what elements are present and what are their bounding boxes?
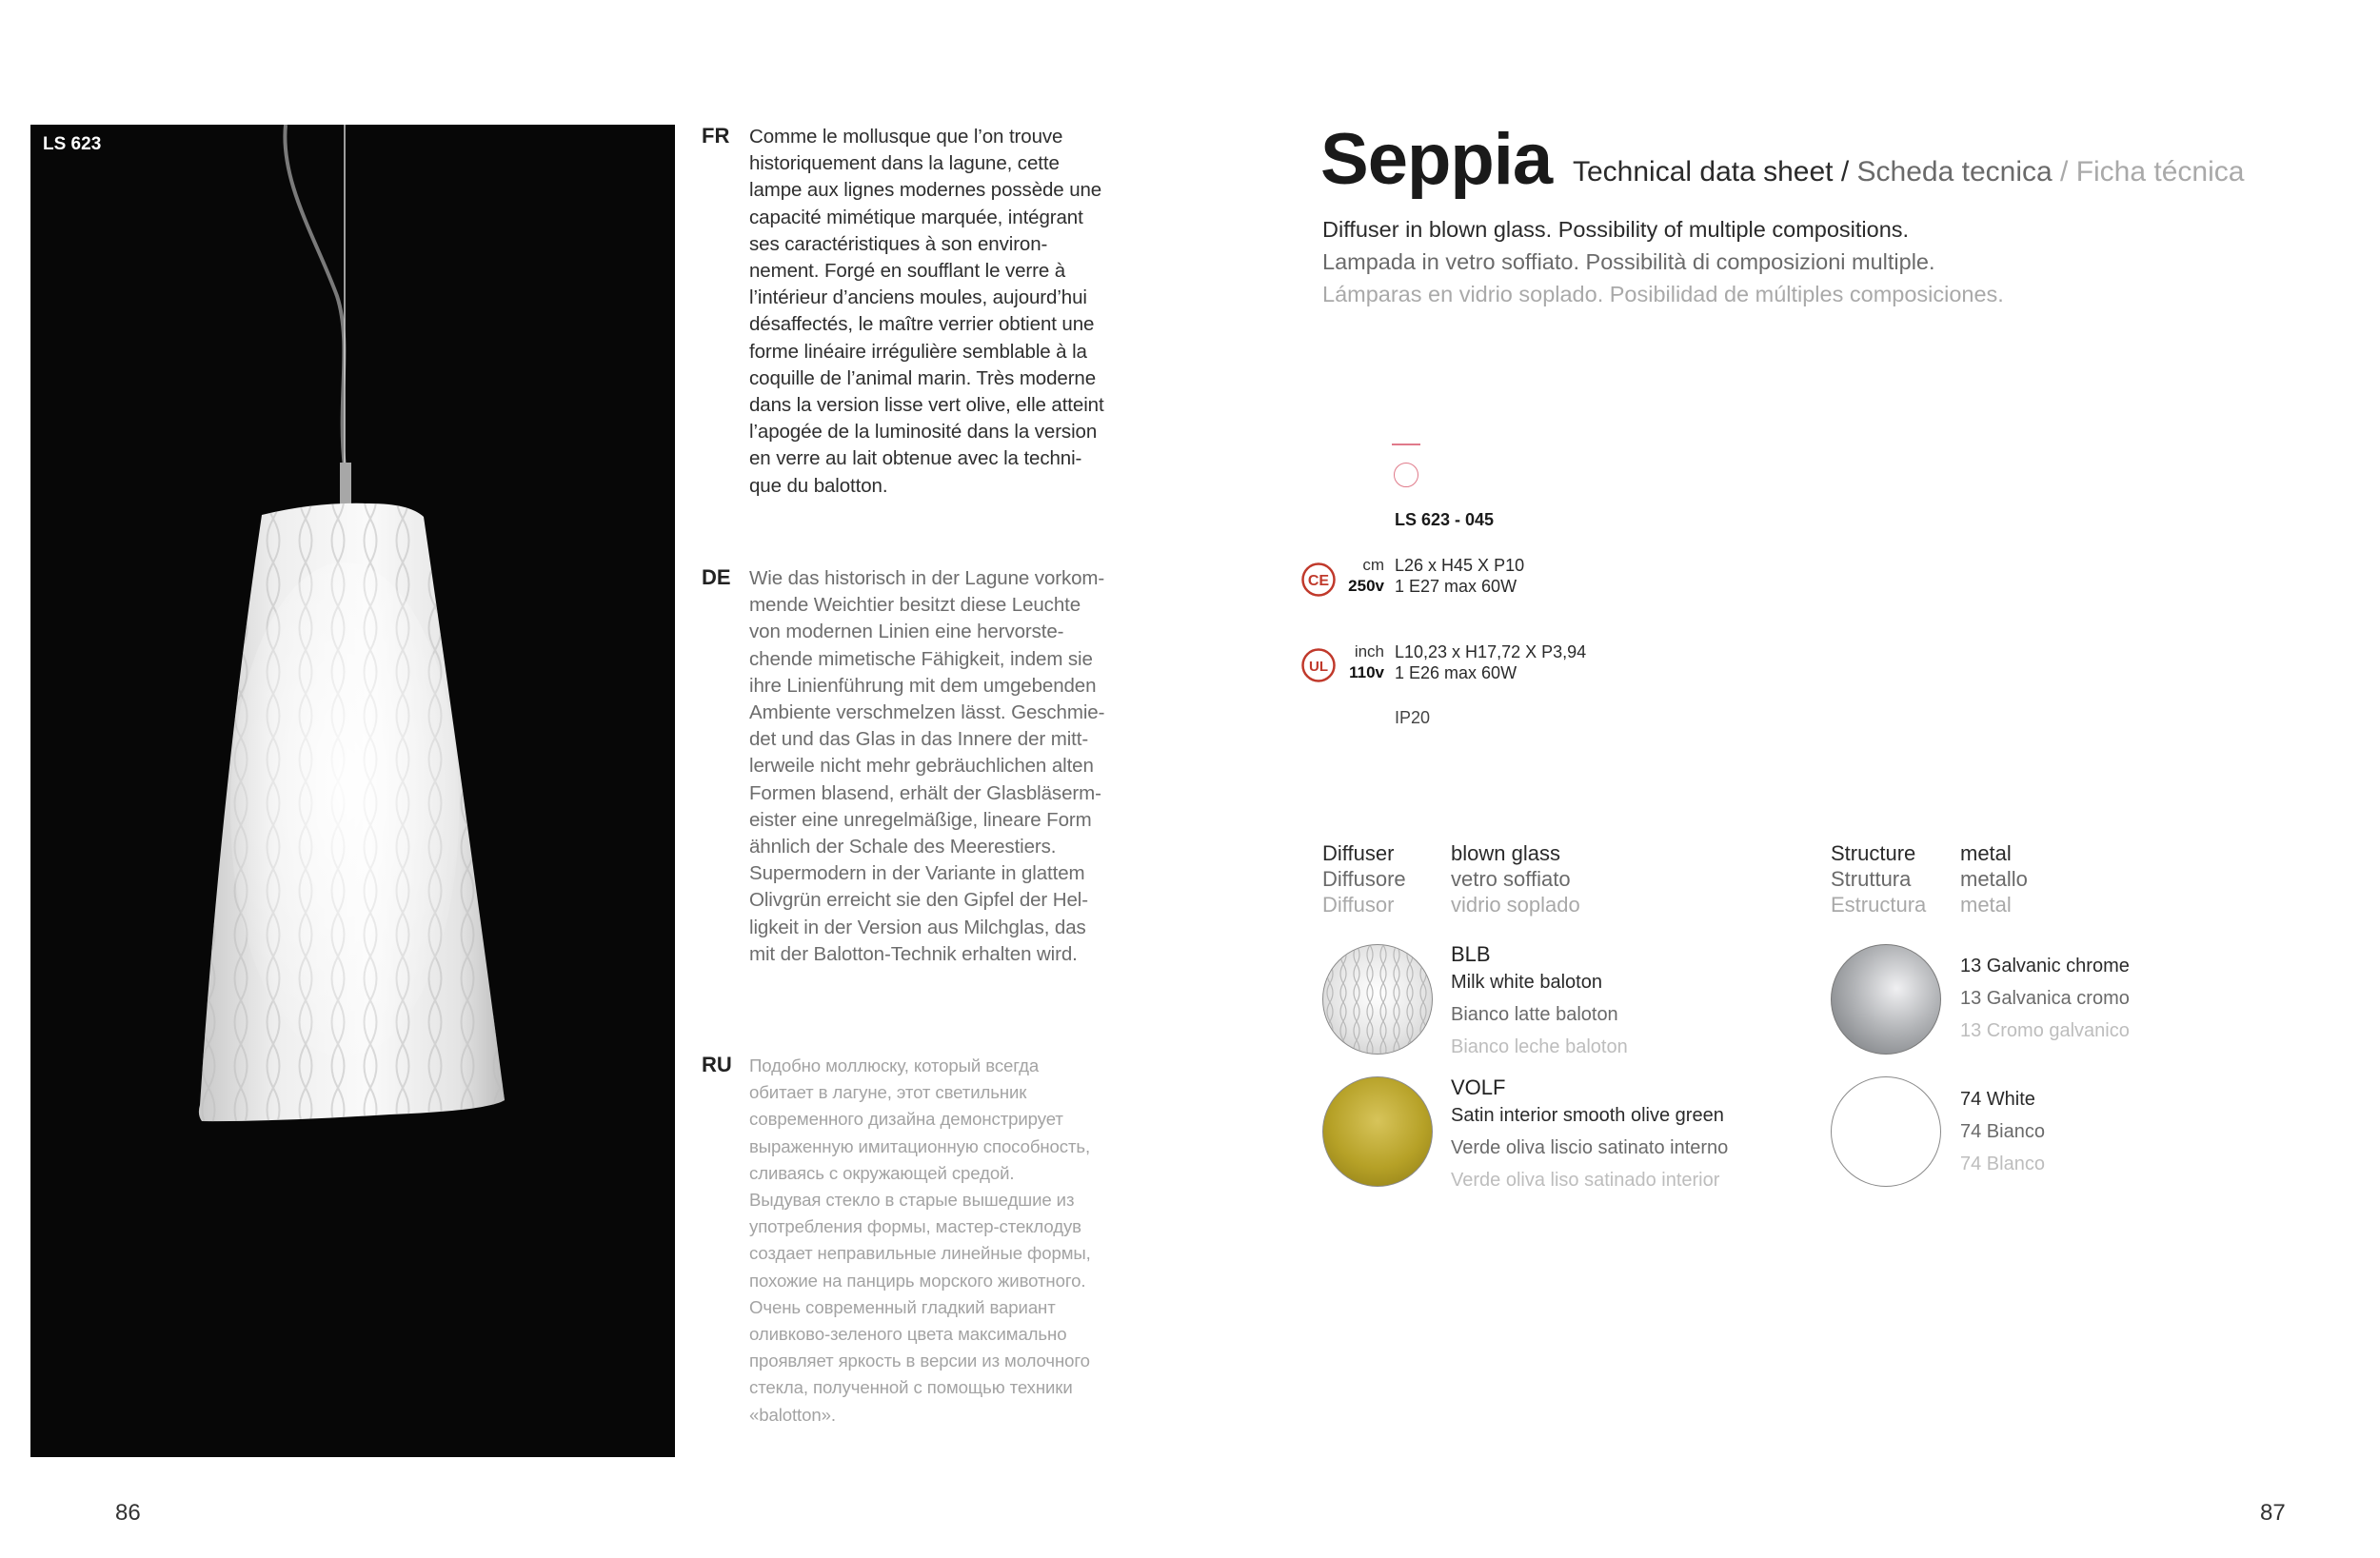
pendant-lamp-icon [1394,463,1418,487]
swatch-galvanic-chrome [1831,944,1941,1055]
finish-white-it: 74 Bianco [1960,1121,2045,1142]
lang-label-de: DE [702,565,731,589]
ul-voltage: 110v [1349,663,1384,681]
ce-voltage: 250v [1348,577,1384,595]
description-ru: Подобно моллюску, который всегда обитает в лагуне, этот светильник современного дизайна демонстрирует выраженную имитационную способность, сливаясь с окружающей средой. Выдувая стекло в старые вышедшие из употребления формы, мастер-стеклодув создает неправильные линейные формы, похожие на панцирь морского животного. Очень современный гладкий вариант оливково-зеленого цвета максимально проявляет яркость в версии из молочного стекла, полученной с помощью техники «balotton». [749,1055,1091,1425]
finish-volf-it: Verde oliva liscio satinato interno [1451,1137,1729,1158]
structure-value-es: metal [1960,893,2012,917]
ul-bulb: 1 E26 max 60W [1395,663,1517,682]
photo-product-code: LS 623 [43,134,102,154]
pendant-symbol-line [1392,444,1420,445]
diffuser-value-it: vetro soffiato [1451,867,1571,891]
subtitle-it: Scheda tecnica [1856,156,2053,187]
description-fr: Comme le mollusque que l’on trouve historiquement dans la lagune, cette lampe aux lignes modernes possède une capacité mimétique marquée, intégrant ses caractéristiques à son environ- nement. Forgé en soufflant le verre à l’intérieur d’anciens moules, aujourd’hui désaffectés, le maître verrier obtient une forme linéaire irrégulière semblable à la coquille de l’animal marin. Très moderne dans la version lisse vert olive, elle atteint l’apogée de la luminosité dans la version en verre au lait obtenue avec la techni- que du balotton. [749,126,1104,497]
finish-code-blb: BLB [1451,942,1491,966]
product-title: Seppia [1320,119,1553,200]
page-number-right: 87 [2260,1500,2286,1526]
finish-blb-en: Milk white baloton [1451,972,1602,993]
ip-rating: IP20 [1395,708,1431,727]
finish-chrome-es: 13 Cromo galvanico [1960,1020,2130,1041]
swatch-white [1831,1076,1941,1187]
subtitle-separator: / [2052,156,2076,187]
finish-volf-en: Satin interior smooth olive green [1451,1105,1724,1126]
lang-label-fr: FR [702,124,730,148]
finish-blb-it: Bianco latte baloton [1451,1004,1618,1025]
product-photo [30,125,675,1457]
subtitle-es: Ficha técnica [2075,156,2245,187]
model-code: LS 623 - 045 [1395,510,1495,529]
power-cable [285,125,345,467]
tagline-en: Diffuser in blown glass. Possibility of multiple compositions. [1322,217,1910,242]
diffuser-label-es: Diffusor [1322,893,1395,917]
ul-dimensions: L10,23 x H17,72 X P3,94 [1395,642,1587,661]
finish-code-volf: VOLF [1451,1075,1506,1099]
ce-unit: cm [1362,556,1384,574]
structure-value-en: metal [1960,841,2012,865]
ul-mark-text: UL [1309,659,1328,675]
ce-bulb: 1 E27 max 60W [1395,577,1517,596]
structure-value-it: metallo [1960,867,2028,891]
ce-dimensions: L26 x H45 X P10 [1395,556,1525,575]
structure-label-en: Structure [1831,841,1916,865]
swatch-olive-green [1322,1076,1433,1187]
finish-chrome-it: 13 Galvanica cromo [1960,988,2130,1009]
finish-white-en: 74 White [1960,1089,2035,1110]
finish-blb-es: Bianco leche baloton [1451,1036,1628,1057]
page-number-left: 86 [115,1500,141,1526]
finish-chrome-en: 13 Galvanic chrome [1960,956,2130,976]
swatch-milk-white-baloton [1322,944,1433,1055]
diffuser-value-es: vidrio soplado [1451,893,1580,917]
description-de: Wie das historisch in der Lagune vorkom- mende Weichtier besitzt diese Leuchte von modernen Linien eine hervorste- chende mimetische Fähigkeit, indem sie ihre Linienführung mit dem umgebenden Ambiente verschmelzen lässt. Geschmie- det und das Glas in das Innere der mitt- lerweile nicht mehr gebräuchlichen alten Formen blasend, erhält der Glasbläserm- eister eine unregelmäßige, lineare Form ähnlich der Schale des Meerestiers. Supermodern in der Variante in glattem Olivgrün erreicht sie den Gipfel der Hel- ligkeit in der Version aus Milchglas, das mit der Balotton-Technik erhalten wird. [749,567,1105,965]
tagline-es: Lámparas en vidrio soplado. Posibilidad de múltiples composiciones. [1322,282,2004,306]
subtitle-en: Technical data sheet [1573,156,1834,187]
structure-label-es: Estructura [1831,893,1927,917]
ul-unit: inch [1354,642,1384,661]
finish-volf-es: Verde oliva liso satinado interior [1451,1170,1720,1191]
document-subtitle [1573,156,2244,188]
lang-label-ru: RU [702,1053,732,1076]
tagline-it: Lampada in vetro soffiato. Possibilità di composizioni multiple. [1322,249,1935,274]
diffuser-label-en: Diffuser [1322,841,1395,865]
diffuser-value-en: blown glass [1451,841,1560,865]
structure-label-it: Struttura [1831,867,1912,891]
subtitle-separator: / [1833,156,1857,187]
pendant-lamp-illustration [30,125,675,1457]
diffuser-label-it: Diffusore [1322,867,1406,891]
ce-mark-text: CE [1307,573,1330,589]
finish-white-es: 74 Blanco [1960,1154,2045,1174]
